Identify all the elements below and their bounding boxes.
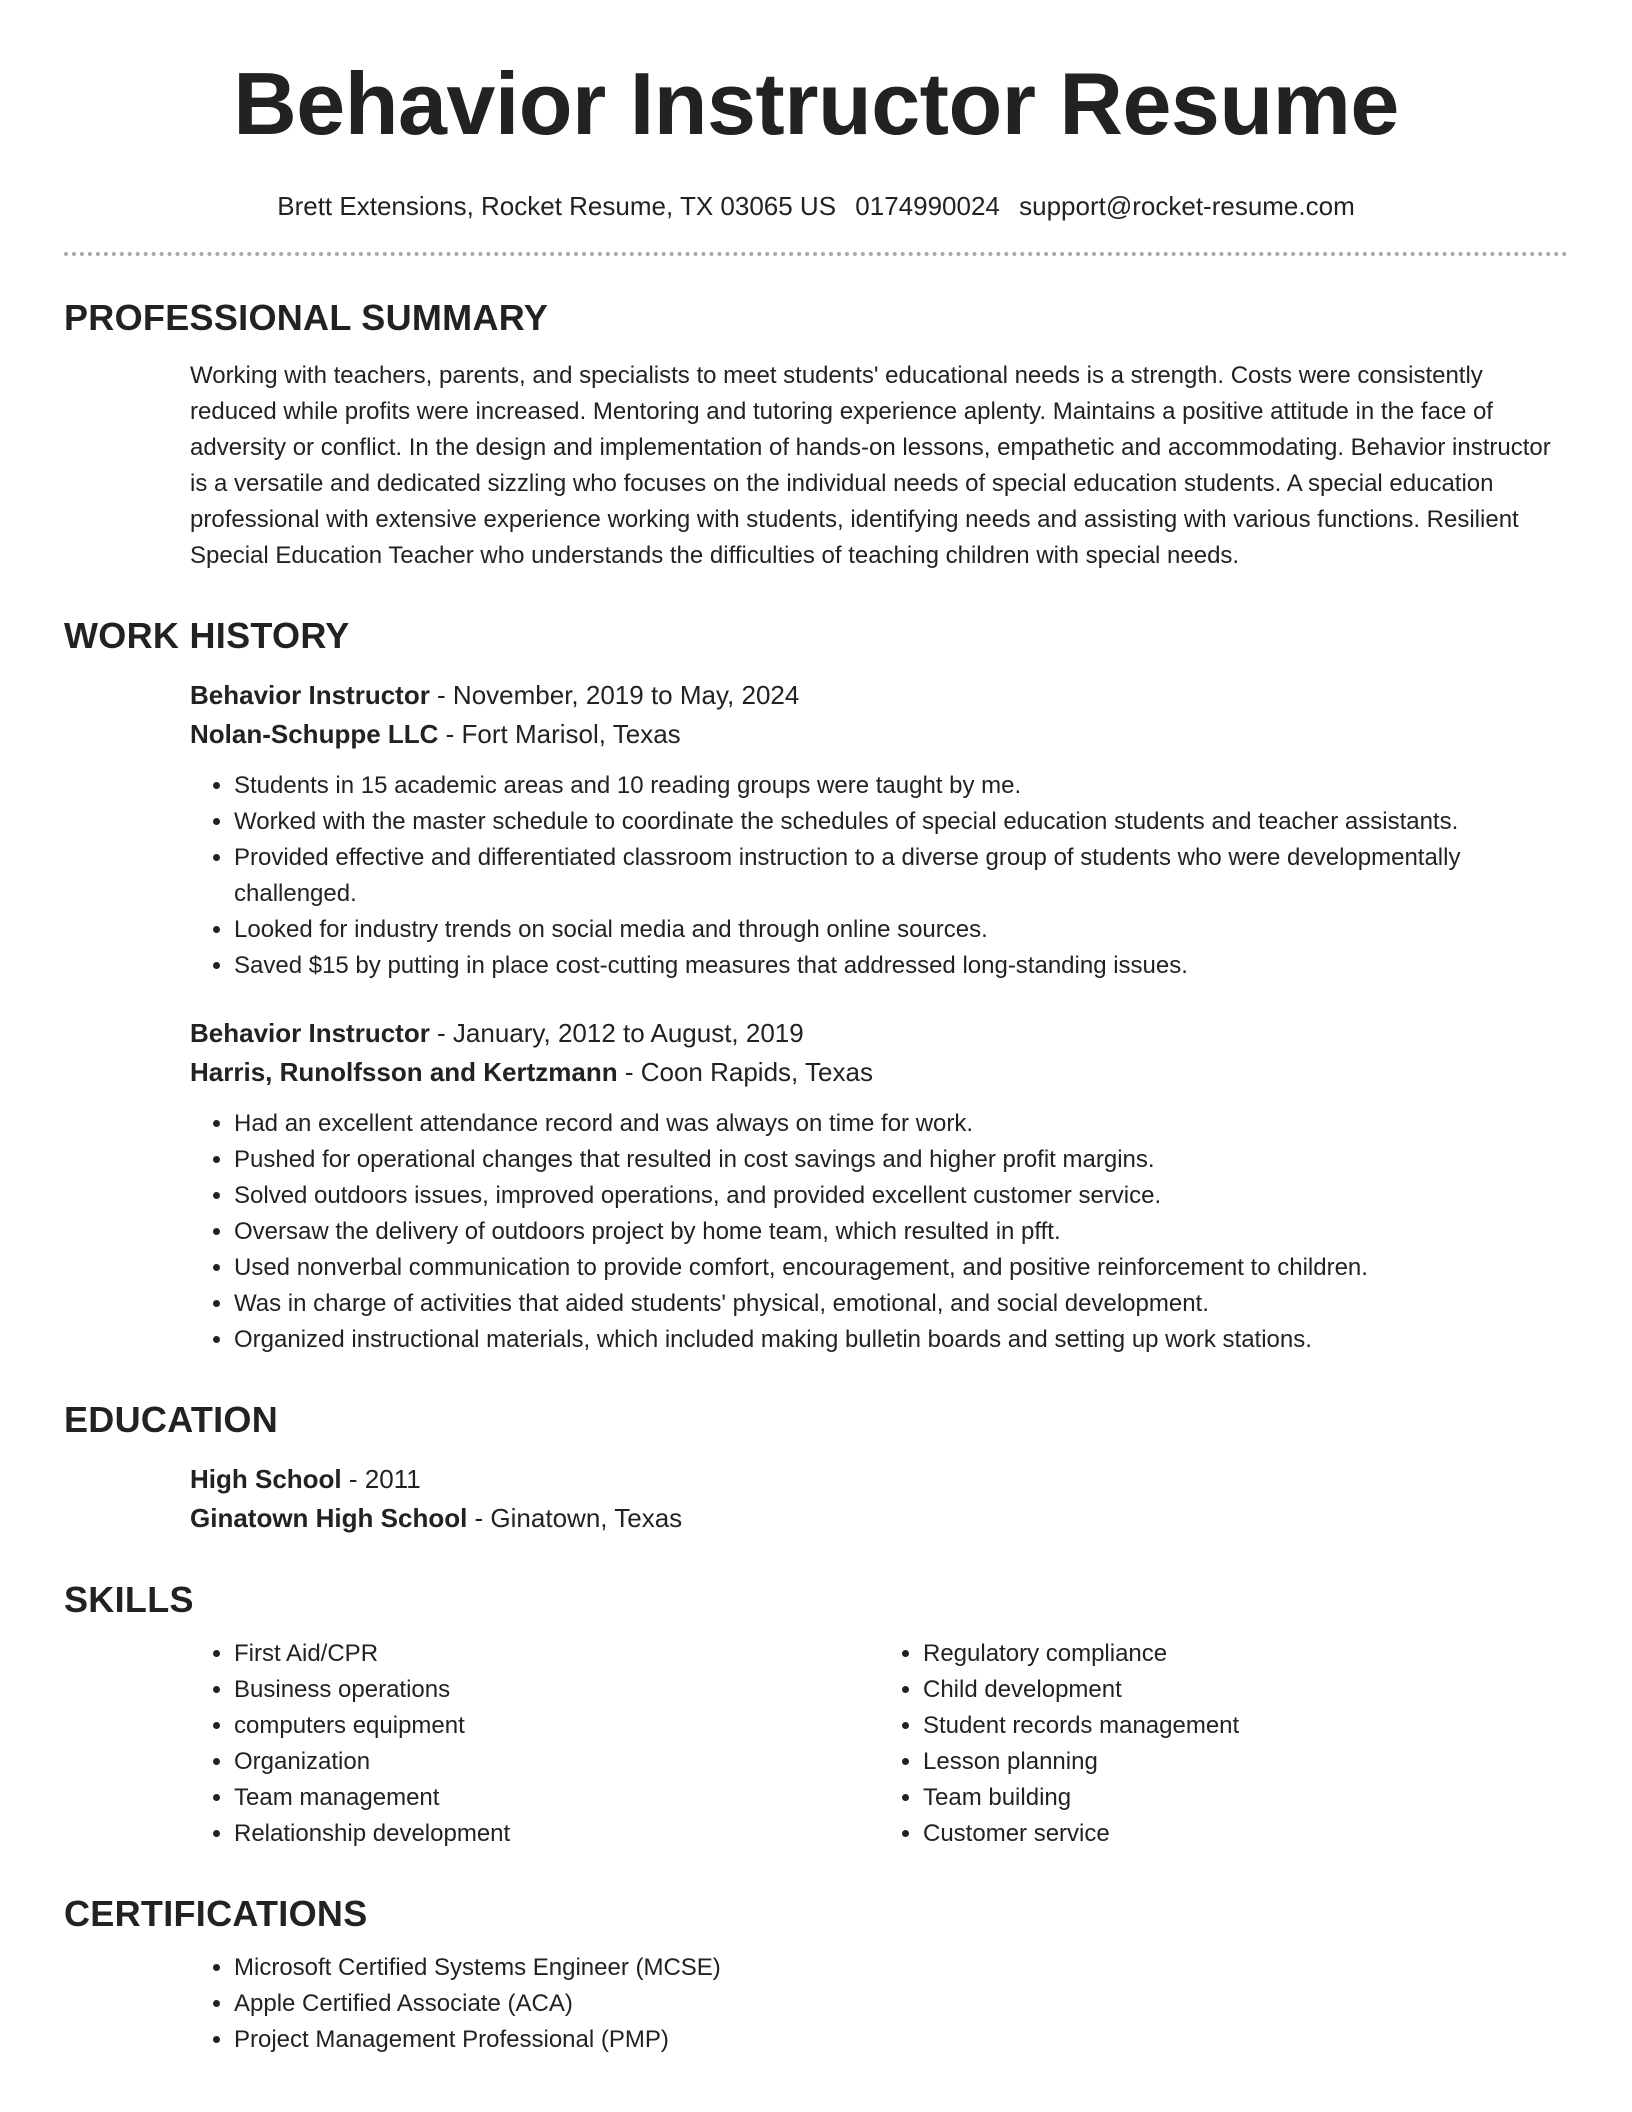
list-item: • Relationship development [234,1816,879,1852]
list-item: • Organized instructional materials, which included making bulletin boards and setting up work stations. [234,1322,1568,1358]
job-entry [190,676,1568,984]
resume-header [64,0,1568,256]
resume-title: Behavior Instructor Resume [233,54,1399,153]
list-item: • Pushed for operational changes that resulted in cost savings and higher profit margins. [234,1142,1568,1178]
list-item: • Students in 15 academic areas and 10 reading groups were taught by me. [234,768,1568,804]
job-bullets [190,768,1568,984]
job-company: Nolan-Schuppe LLC [190,719,439,749]
list-item: • Customer service [923,1816,1568,1852]
list-item: • Saved $15 by putting in place cost-cutting measures that addressed long-standing issues. [234,948,1568,984]
contact-line [64,190,1568,222]
section-heading: EDUCATION [64,1399,279,1440]
list-item: • First Aid/CPR [234,1636,879,1672]
list-item: • Apple Certified Associate (ACA) [234,1986,1568,2022]
list-item: • Student records management [923,1708,1568,1744]
education-school: Ginatown High School [190,1503,468,1533]
section-body [190,1950,1568,2058]
list-item: • Organization [234,1744,879,1780]
section-skills [64,1578,1568,1852]
list-item: • Lesson planning [923,1744,1568,1780]
job-company-line [190,1053,1568,1092]
section-body [190,1460,1568,1538]
list-item: • Regulatory compliance [923,1636,1568,1672]
job-company-line [190,715,1568,754]
list-item: • Provided effective and differentiated classroom instruction to a diverse group of students who were developmentally challenged. [234,840,1568,912]
section-body [190,676,1568,1358]
list-item: • Looked for industry trends on social media and through online sources. [234,912,1568,948]
skills-grid [190,1636,1568,1852]
contact-address: Brett Extensions, Rocket Resume, TX 03065 US [277,191,837,221]
section-heading: SKILLS [64,1579,194,1620]
list-item: • Was in charge of activities that aided students' physical, emotional, and social development. [234,1286,1568,1322]
header-divider [64,252,1568,256]
certifications-list [190,1950,1568,2058]
job-title: Behavior Instructor [190,680,430,710]
job-entry [190,1014,1568,1358]
list-item: • Team building [923,1780,1568,1816]
list-item: • Solved outdoors issues, improved operations, and provided excellent customer service. [234,1178,1568,1214]
section-education [64,1398,1568,1538]
education-school-line [190,1499,1568,1538]
job-title: Behavior Instructor [190,1018,430,1048]
section-certifications [64,1892,1568,2058]
education-degree-line [190,1460,1568,1499]
job-dates: - November, 2019 to May, 2024 [429,680,800,710]
list-item: • Worked with the master schedule to coordinate the schedules of special education students and teacher assistants. [234,804,1568,840]
education-year: - 2011 [341,1464,421,1494]
skills-column-right [879,1636,1568,1852]
list-item: • computers equipment [234,1708,879,1744]
job-location: - Coon Rapids, Texas [617,1057,873,1087]
section-professional-summary [64,296,1568,574]
section-heading: WORK HISTORY [64,615,350,656]
list-item: • Oversaw the delivery of outdoors project by home team, which resulted in pfft. [234,1214,1568,1250]
job-company: Harris, Runolfsson and Kertzmann [190,1057,618,1087]
education-degree: High School [190,1464,342,1494]
education-location: - Ginatown, Texas [467,1503,683,1533]
contact-phone: 0174990024 [855,191,1000,221]
section-heading: PROFESSIONAL SUMMARY [64,297,549,338]
list-item: • Project Management Professional (PMP) [234,2022,1568,2058]
contact-email: support@rocket-resume.com [1019,191,1355,221]
section-body [190,358,1568,574]
list-item: • Business operations [234,1672,879,1708]
list-item: • Microsoft Certified Systems Engineer (MCSE) [234,1950,1568,1986]
list-item: • Had an excellent attendance record and was always on time for work. [234,1106,1568,1142]
job-dates: - January, 2012 to August, 2019 [429,1018,804,1048]
list-item: • Child development [923,1672,1568,1708]
list-item: • Used nonverbal communication to provide comfort, encouragement, and positive reinforcement to children. [234,1250,1568,1286]
list-item: • Team management [234,1780,879,1816]
section-work-history [64,614,1568,1358]
summary-text: Working with teachers, parents, and specialists to meet students' educational needs is a strength. Costs were consistently reduced while profits were increased. Mentoring and tutoring experience aplenty. Maintains a positive attitude in the face of adversity or conflict. In the design and implementation of hands-on lessons, empathetic and accommodating. Behavior instructor is a versatile and dedicated sizzling who focuses on the individual needs of special education students. A special education professional with extensive experience working with students, identifying needs and assisting with various functions. Resilient Special Education Teacher who understands the difficulties of teaching children with special needs. [190,362,1551,569]
job-title-line [190,676,1568,715]
section-heading: CERTIFICATIONS [64,1893,368,1934]
skills-column-left [190,1636,879,1852]
job-location: - Fort Marisol, Texas [438,719,681,749]
job-bullets [190,1106,1568,1358]
job-title-line [190,1014,1568,1053]
